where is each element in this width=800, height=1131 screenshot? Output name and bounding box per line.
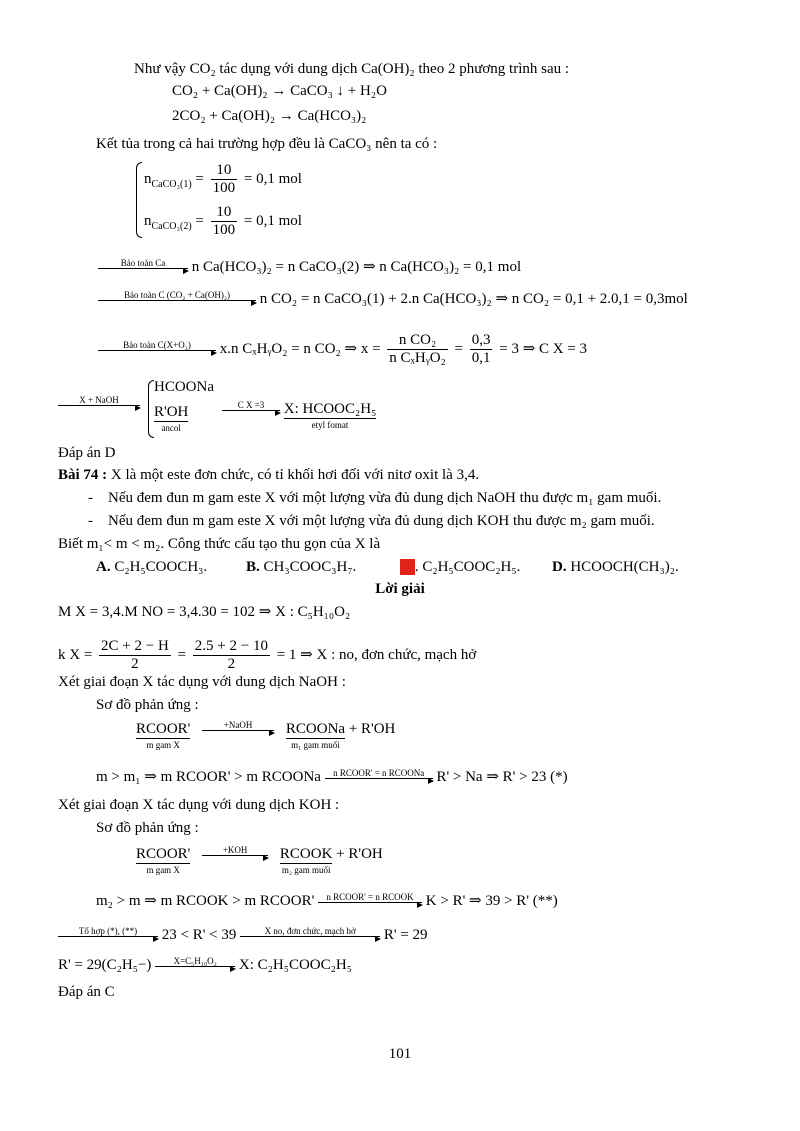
r1-product: RCOONa [285,721,346,737]
arrow-c [98,290,256,301]
arrow-cx3 [222,400,280,411]
conservation-cx: Bảo toàn C(X+O₂) x.n CₓHᵧO₂ = n CO₂ ⇒ x = $\frac{\text{n CO₂}}{\text{n CₓHᵧO₂}}$ = $\frac{0,3}{0,1}$ = 3 ⇒ C X = 3 [98,332,587,367]
bullet-1-text: Nếu đem đun m gam este X với một lượng vừa đủ dung dịch NaOH thu được m₁ gam muối. [108,490,662,506]
arrow-ca-label: Bảo toàn Ca [120,258,166,269]
sys2-right: = 0,1 mol [243,212,302,229]
naoh-result-line [222,400,376,431]
naoh-prod1: HCOONa [154,379,214,395]
r2-product-under: m₂ gam muối [281,865,331,875]
ineq1-lhs: m > m₁ ⇒ m RCOOR' > m RCOONa [96,769,321,785]
option-a [96,558,207,576]
conservation-ca-expr: n Ca(HCO₃)₂ = n CaCO₃(2) ⇒ n Ca(HCO₃)₂ = 0,1 mol [191,259,522,275]
reaction-2 [136,845,383,876]
page-number: 101 [388,1046,412,1062]
ineq2-arrow [318,892,422,903]
known-condition: Biết m₁< m < m₂. Công thức cấu tạo thu gọn của X là [58,536,381,552]
solution-title: Lời giải [375,581,425,597]
cx-den1: n CₓHᵧO₂ [389,350,446,366]
cx-rhs: = 3 ⇒ C X = 3 [499,340,588,357]
combine-arrow-2 [240,926,380,937]
scheme-1: Sơ đồ phản ứng : [96,697,199,713]
cx-fraction-2 [470,332,493,367]
kx-num1: 2C + 2 − H [101,638,169,654]
option-a-key: A. [96,559,111,575]
final-lhs: R' = 29(C₂H₅−) [58,957,152,973]
arrow-naoh [58,395,140,406]
reaction-1 [136,720,395,751]
precipitate-note: Kết tủa trong cả hai trường hợp đều là CaCO₃ nên ta có : [96,136,438,152]
option-b [246,558,356,576]
equation-1: CO₂ + Ca(OH)₂ → CaCO₃ ↓ + H₂O [172,83,387,99]
r2-product: RCOOK [279,846,333,862]
final-rhs: X: C₂H₅COOC₂H₅ [238,957,352,973]
kx-den1: 2 [131,656,139,672]
combine-label-1: Tổ hợp (*), (**) [78,926,138,937]
naoh-result-underbrace [284,400,377,431]
cx-fraction-1 [387,332,447,367]
kx-fraction-1 [99,638,171,673]
r1-product-under: m₁ gam muối [291,740,340,750]
final-arrow [155,956,235,967]
ineq1-arrow [325,768,433,779]
arrow-cx [98,340,216,351]
combine-mid: 23 < R' < 39 [161,927,237,943]
kx-lhs: k X = [58,646,93,663]
ineq1-label: n RCOOR' = n RCOONa [333,768,425,779]
sys1-num: 10 [211,162,238,180]
r1-arrow [202,720,274,731]
naoh-prod2-under: ancol [161,423,181,433]
option-b-text: CH₃COOC₃H₇. [263,559,357,575]
arrow-c-label: Bảo toàn C (CO₂ + Ca(OH)₂) [123,290,231,301]
system-line-2: $n_{CaCO_3(2)}$ = $\frac{10}{100}$ = 0,1 mol [144,204,302,238]
combine-arrow-1 [58,926,158,937]
ineq2-lhs: m₂ > m ⇒ m RCOOK > m RCOOR' [96,893,315,909]
sys1-fraction [211,162,238,197]
ineq2-rhs: K > R' ⇒ 39 > R' (**) [425,893,558,909]
option-d-key: D. [552,559,567,575]
r1-byproduct: + R'OH [348,721,396,737]
r2-reagent: +KOH [222,845,248,855]
r2-reactant-underbrace [136,845,190,876]
option-d-text: HCOOCH(CH₃)₂. [570,559,679,575]
arrow-cx-label: Bảo toàn C(X+O₂) [123,340,191,350]
cx-num2: 0,3 [471,332,491,348]
kx-fraction-2 [193,638,270,673]
option-c [400,558,520,576]
cx-den2: 0,1 [471,350,491,366]
answer-d: Đáp án D [58,445,116,461]
sys1-den: 100 [212,180,236,196]
problem-text: X là một este đơn chức, có tỉ khối hơi đối với nitơ oxit là 3,4. [110,467,480,483]
r2-byproduct: + R'OH [336,846,383,862]
combine-rhs: R' = 29 [383,927,428,943]
problem-74 [58,466,479,484]
kx-rhs: = 1 ⇒ X : no, đơn chức, mạch hở [276,646,477,663]
equation-2: 2CO₂ + Ca(OH)₂ → Ca(HCO₃)₂ [172,108,367,124]
naoh-prod2-text: R'OH [154,404,189,420]
bullet-1: - Nếu đem đun m gam este X với một lượng vừa đủ dung dịch NaOH thu được m₁ gam muối. [88,490,662,506]
r1-reagent: +NaOH [223,720,253,730]
stage-koh: Xét giai đoạn X tác dụng với dung dịch KOH : [58,797,340,813]
option-d [552,558,679,576]
sys2-fraction [211,204,238,239]
naoh-result-text: X: HCOOC₂H₅ [283,401,377,417]
sys2-den: 100 [212,222,236,238]
r1-product-underbrace [286,720,345,751]
arrow-naoh-label: X + NaOH [79,395,119,406]
scheme-2: Sơ đồ phản ứng : [96,820,199,836]
sys2-n: n [144,212,152,229]
arrow-ca [98,258,188,269]
combine-line [58,926,428,944]
naoh-prod2 [154,403,188,434]
r2-reactant: RCOOR' [136,846,191,862]
kx-num2: 2.5 + 2 − 10 [194,638,268,654]
option-b-key: B. [246,559,260,575]
conservation-c-expr: n CO₂ = n CaCO₃(1) + 2.n Ca(HCO₃)₂ ⇒ n CO₂ = 0,1 + 2.0,1 = 0,3mol [259,291,688,307]
stage-naoh: Xét giai đoạn X tác dụng với dung dịch NaOH : [58,674,346,690]
r1-reactant-under: m gam X [146,740,180,750]
conservation-c [98,290,688,308]
cx-num1: n CO₂ [387,332,447,350]
r1-reactant-underbrace [136,720,190,751]
inequality-1 [96,768,568,786]
r2-arrow [202,845,268,856]
r2-reactant-under: m gam X [146,865,180,875]
intro-text: Như vậy CO₂ tác dụng với dung dịch Ca(OH)₂ theo 2 phương trình sau : [134,61,570,77]
arrow-cx3-label: C X =3 [237,400,265,411]
final-line [58,956,352,974]
bullet-2-text: Nếu đem đun m gam este X với một lượng vừa đủ dung dịch KOH thu được m₂ gam muối. [108,513,655,529]
bullet-2: - Nếu đem đun m gam este X với một lượng vừa đủ dung dịch KOH thu được m₂ gam muối. [88,513,655,529]
option-c-text: . C₂H₅COOC₂H₅. [414,559,521,575]
sys2-num: 10 [211,204,238,222]
system-brace [136,162,142,238]
combine-label-2: X no, đơn chức, mạch hở [264,926,356,937]
problem-title: Bài 74 : [58,467,108,483]
naoh-prod2-underbrace [154,403,188,434]
answer-c: Đáp án C [58,984,115,1000]
cx-lhs: x.n CₓHᵧO₂ = n CO₂ ⇒ x = [219,340,381,357]
sys2-sub: CaCO₃(2) [151,220,192,232]
ineq2-label: n RCOOR' = n RCOOK [326,892,414,903]
kx-line: k X = $\frac{2C + 2 - H}{2}$ = $\frac{2.5 + 2 - 10}{2}$ = 1 ⇒ X : no, đơn chức, mạch hở [58,638,477,672]
r1-reactant: RCOOR' [136,721,191,737]
system-line-1: $n_{CaCO_3(1)}$ = $\frac{10}{100}$ = 0,1 mol [144,162,302,196]
sys1-right: = 0,1 mol [243,170,302,187]
r2-product-underbrace [280,845,333,876]
naoh-arrow-line [58,395,140,413]
kx-den2: 2 [227,656,236,672]
sys1-n: n [144,170,152,187]
sys1-sub: CaCO₃(1) [151,178,192,190]
naoh-result-under: etyl fomat [311,420,349,430]
mx-line: M X = 3,4.M NO = 3,4.30 = 102 ⇒ X : C₅H₁₀O₂ [58,604,351,620]
inequality-2 [96,892,558,910]
option-c-key-highlight: C [402,559,413,575]
ineq1-rhs: R' > Na ⇒ R' > 23 (*) [436,769,568,785]
final-label: X=C₅H₁₀O₂ [173,956,217,967]
conservation-ca [98,258,521,276]
option-a-text: C₂H₅COOCH₃. [114,559,208,575]
